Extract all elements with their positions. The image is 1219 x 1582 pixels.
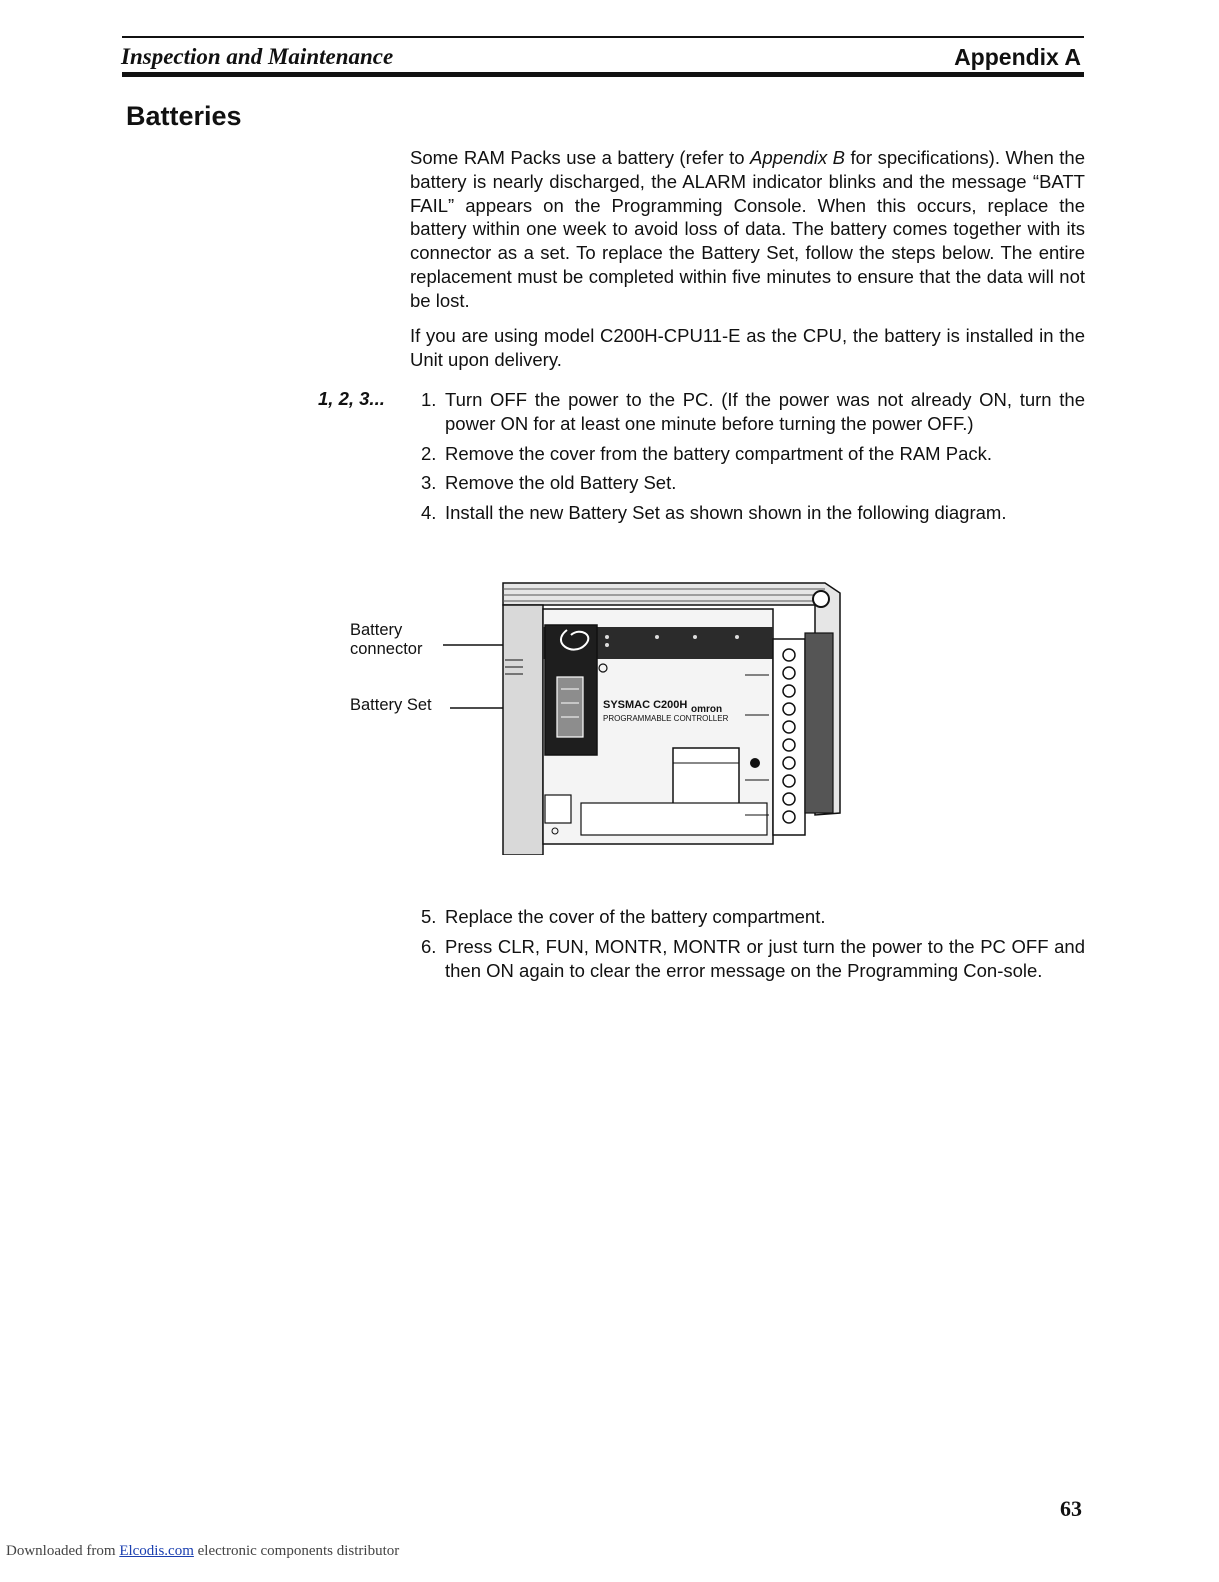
step-number: 4. [421,502,437,524]
step-text: Remove the cover from the battery compartment of the RAM Pack. [445,442,992,464]
step-number: 5. [421,906,437,927]
footer-suffix: electronic components distributor [193,1543,400,1559]
elcodis-link[interactable]: Elcodis.com [119,1543,194,1559]
battery-connector-label-line2: connector [350,640,423,658]
battery-cell [557,677,583,737]
step-number: 1. [421,389,437,410]
procedure-steps-part1 [410,388,1085,531]
header-rule-thick [122,72,1084,77]
header-rule-top [122,36,1084,38]
intro-text-end: for specifications). When the battery is nearly discharged, the ALARM indicator blinks and the message “BATT FAIL” appears on the Programming Console. When this occurs, replace the battery within one week to avoid loss of data. The battery comes together with its connector as a set. To replace the Battery Set, follow the steps below. The entire replacement must be completed within five minutes to ensure that the data will not be lost. [410,147,1085,311]
procedure-steps-part2 [410,905,1085,988]
step-text: Turn OFF the power to the PC. (If the power was not already ON, turn the power ON for at least one minute before turning the power OFF.) [445,389,1085,434]
footer-prefix: Downloaded from [6,1543,120,1559]
list-item [410,442,1085,466]
device-subtitle: PROGRAMMABLE CONTROLLER [603,714,729,723]
step-number: 3. [421,472,437,494]
step-number: 2. [421,442,437,464]
list-item [410,905,1085,929]
terminal-cover [805,633,833,813]
list-item [410,388,1085,436]
step-text: Replace the cover of the battery compartment. [445,906,826,927]
section-title: Batteries [126,101,242,131]
step-text: Install the new Battery Set as shown shown in the following diagram. [445,502,1007,524]
list-item [410,501,1085,525]
running-header-title: Inspection and Maintenance [121,44,394,69]
intro-paragraph [410,146,1085,313]
device-brand: SYSMAC C200H [603,699,688,711]
cassette-slot [673,748,739,806]
step-number: 6. [421,935,437,957]
left-rail [503,605,543,855]
battery-installation-diagram [345,565,845,855]
running-header-appendix: Appendix A [954,44,1081,70]
intro-text-start: Some RAM Packs use a battery (refer to [410,147,751,168]
battery-connector-label-line1: Battery [350,621,403,639]
appendix-reference: Appendix B [750,147,846,168]
procedure-label: 1, 2, 3... [318,388,385,409]
device-maker: omron [691,704,723,715]
cpu-note-paragraph: If you are using model C200H-CPU11-E as the CPU, the battery is installed in the Unit upon delivery. [410,325,1085,370]
list-item [410,471,1085,495]
step-text: Remove the old Battery Set. [445,472,677,494]
step-text: Press CLR, FUN, MONTR, MONTR or just turn the power to the PC OFF and then ON again to clear the error message on the Programming Con-sole. [445,935,1085,981]
page-number: 63 [1060,1496,1082,1521]
battery-set-label: Battery Set [350,696,432,714]
list-item [410,935,1085,983]
download-footer [6,1543,399,1560]
